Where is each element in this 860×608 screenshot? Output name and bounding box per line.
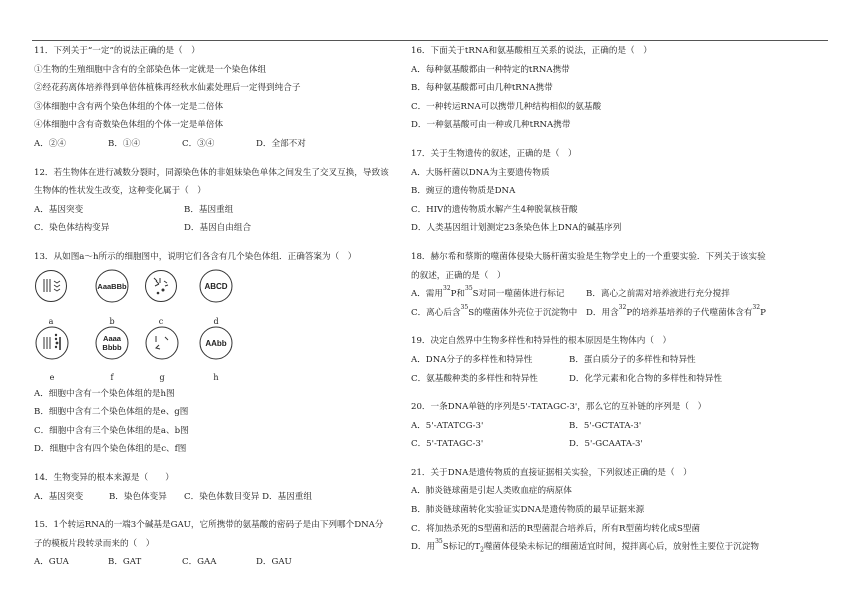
cell-f-drawing xyxy=(92,325,132,365)
cell-b-genotype: AaaBBb xyxy=(97,281,127,291)
question-11-statement-3: ③体细胞中含有两个染色体组的个体一定是二倍体 xyxy=(34,101,224,112)
cell-f xyxy=(92,325,132,383)
question-18-option-d-isotope-1: 32 xyxy=(618,303,627,311)
question-16-stem: 16．下面关于tRNA和氨基酸相互关系的说法，正确的是（ ） xyxy=(411,46,652,56)
question-16-option-a[interactable]: A．每种氨基酸都由一种特定的tRNA携带 xyxy=(411,64,570,75)
cell-b-label: b xyxy=(109,317,115,327)
question-18-option-a-part-1: A．需用 xyxy=(411,289,443,300)
question-17-option-d[interactable]: D．人类基因组计划测定23条染色体上DNA的碱基序列 xyxy=(411,223,622,234)
question-18-option-d-part-3: P xyxy=(760,307,766,318)
page-top-rule xyxy=(32,40,828,41)
question-21-option-d-part-3: 噬菌体侵染未标记的细菌适宜时间，搅拌离心后，放射性主要位于沉淀物 xyxy=(483,542,759,553)
question-21-option-c[interactable]: C．将加热杀死的S型菌和活的R型菌混合培养后，所有R型菌均转化成S型菌 xyxy=(411,523,701,534)
question-15-stem-line-1: 15．1个转运RNA的一端3个碱基是GAU，它所携带的氨基酸的密码子是由下列哪个DNA分 xyxy=(34,520,384,531)
question-11-options xyxy=(34,135,406,154)
question-18-option-c[interactable] xyxy=(411,304,586,323)
question-18-options-row-2 xyxy=(411,304,829,323)
question-17-stem: 17．关于生物遗传的叙述，正确的是（ ） xyxy=(411,148,577,159)
question-15-option-d[interactable]: D．GAU xyxy=(256,557,292,568)
question-18-option-c-isotope: 35 xyxy=(460,303,469,311)
question-11-statement-4: ④体细胞中含有奇数染色体组的个体一定是单倍体 xyxy=(34,120,224,131)
question-18-option-b[interactable]: B．离心之前需对培养液进行充分搅拌 xyxy=(586,289,730,300)
question-15-option-c[interactable]: C．GAA xyxy=(182,557,217,568)
question-19-option-a[interactable]: A．DNA分子的多样性和特异性 xyxy=(411,354,533,365)
question-12-options-row-1 xyxy=(34,201,406,220)
cell-a-label: a xyxy=(48,317,54,327)
question-17-option-b[interactable]: B．豌豆的遗传物质是DNA xyxy=(411,186,516,197)
cell-h xyxy=(196,325,236,383)
question-21-option-d-part-2: S标记的T xyxy=(442,542,481,553)
question-21 xyxy=(411,464,829,561)
question-12-stem-line-2: 生物体的性状发生改变，这种变化属于（ ） xyxy=(34,186,206,197)
cell-g xyxy=(144,325,180,383)
question-18-option-a[interactable] xyxy=(411,285,586,304)
question-12 xyxy=(34,164,406,238)
cell-f-genotype-line-2: Bbbb xyxy=(102,342,122,352)
question-20-stem: 20．一条DNA单链的序列是5'-TATAGC-3'，那么它的互补链的序列是（ ） xyxy=(411,402,707,413)
question-20-option-c[interactable]: C．5'-TATAGC-3' xyxy=(411,439,484,450)
question-17 xyxy=(411,145,829,238)
question-13-stem: 13．从如图a～h所示的细胞图中，说明它们各含有几个染色体组．正确答案为（ ） xyxy=(34,251,357,262)
question-21-option-d-subscript: 2 xyxy=(480,546,484,554)
question-21-option-a[interactable]: A．肺炎链球菌是引起人类败血症的病原体 xyxy=(411,486,572,497)
question-11-option-a[interactable]: A．②④ xyxy=(34,138,66,149)
question-20-option-a[interactable]: A．5'-ATATCG-3' xyxy=(411,420,484,431)
question-15-option-b[interactable]: B．GAT xyxy=(108,557,142,568)
cell-d-drawing xyxy=(196,269,236,309)
question-15-stem-line-2: 子的模板片段转录而来的（ ） xyxy=(34,538,155,549)
cell-g-label: g xyxy=(159,373,165,383)
question-13-option-c[interactable]: C．细胞中含有三个染色体组的是a、b图 xyxy=(34,425,189,436)
question-11-statement-2: ②经花药离体培养得到单倍体植株再经秋水仙素处理后一定得到纯合子 xyxy=(34,83,301,94)
question-19-option-d[interactable]: D．化学元素和化合物的多样性和特异性 xyxy=(569,373,722,384)
question-19-options-row-1 xyxy=(411,351,829,370)
question-20-option-d[interactable]: D．5'-GCAATA-3' xyxy=(569,439,643,450)
cell-a xyxy=(34,269,68,327)
question-18-stem-line-2: 的叙述，正确的是（ ） xyxy=(411,270,506,281)
cell-f-label: f xyxy=(110,373,114,383)
question-18-option-a-isotope-2: 35 xyxy=(465,285,473,293)
question-13 xyxy=(34,248,406,459)
question-19-stem: 19．决定自然界中生物多样性和特异性的根本原因是生物体内（ ） xyxy=(411,336,672,347)
question-19-option-b[interactable]: B．蛋白质分子的多样性和特异性 xyxy=(569,354,696,365)
left-column xyxy=(34,42,406,572)
question-21-option-b[interactable]: B．肺炎链球菌转化实验证实DNA是遗传物质的最早证据来源 xyxy=(411,505,645,516)
question-18-option-d-isotope-2: 32 xyxy=(752,303,761,311)
cell-d-genotype: ABCD xyxy=(204,281,228,291)
question-12-option-d[interactable]: D．基因自由组合 xyxy=(184,223,252,234)
question-17-option-c[interactable]: C．HIV的遗传物质水解产生4种脱氧核苷酸 xyxy=(411,204,578,215)
question-12-option-c[interactable]: C．染色体结构变异 xyxy=(34,223,110,234)
cell-e-label: e xyxy=(49,373,55,383)
question-14 xyxy=(34,469,406,506)
question-14-stem: 14．生物变异的根本来源是（ ） xyxy=(34,472,174,483)
cell-h-genotype: AAbb xyxy=(205,338,227,348)
question-18-option-d-part-1: D．用含 xyxy=(586,307,619,318)
question-21-option-d[interactable] xyxy=(411,538,829,560)
cell-h-label: h xyxy=(213,373,219,383)
cell-f-genotype-line-1: Aaaa xyxy=(103,333,121,343)
cell-diagram-figure xyxy=(34,267,406,385)
question-13-option-a[interactable]: A．细胞中含有一个染色体组的是h图 xyxy=(34,388,175,399)
question-21-option-d-part-1: D．用 xyxy=(411,542,436,553)
question-12-option-b[interactable]: B．基因重组 xyxy=(184,204,234,215)
question-11-option-b[interactable]: B．①④ xyxy=(108,138,141,149)
cell-c xyxy=(144,269,178,327)
question-16-option-c[interactable]: C．一种转运RNA可以携带几种结构相似的氨基酸 xyxy=(411,101,602,112)
question-11-stem: 11．下列关于“一定”的说法正确的是（ ） xyxy=(34,46,200,56)
cell-e xyxy=(34,325,70,383)
question-12-options-row-2 xyxy=(34,219,406,238)
question-17-option-a[interactable]: A．大肠杆菌以DNA为主要遗传物质 xyxy=(411,167,550,178)
question-15 xyxy=(34,516,406,572)
right-column xyxy=(411,42,829,561)
question-13-option-d[interactable]: D．细胞中含有四个染色体组的是c、f图 xyxy=(34,444,187,455)
cell-h-drawing xyxy=(196,325,236,365)
question-18-option-a-isotope-1: 32 xyxy=(443,285,451,293)
question-14-options[interactable]: A．基因突变 B．染色体变异 C．染色体数目变异 D．基因重组 xyxy=(34,491,312,502)
cell-d xyxy=(196,269,236,327)
cell-c-label: c xyxy=(158,317,164,327)
question-20-options-row-1 xyxy=(411,417,829,436)
question-18 xyxy=(411,248,829,322)
question-11-option-c[interactable]: C．③④ xyxy=(182,138,215,149)
question-11-statement-1: ①生物的生殖细胞中含有的全部染色体一定就是一个染色体组 xyxy=(34,64,267,75)
question-15-option-a[interactable]: A．GUA xyxy=(34,557,69,568)
question-11-option-d[interactable]: D．全部不对 xyxy=(256,138,306,149)
question-18-option-a-part-2: P和 xyxy=(450,289,466,300)
question-16-option-d[interactable]: D．一种氨基酸可由一种或几种tRNA携带 xyxy=(411,120,571,131)
cell-a-drawing xyxy=(34,269,68,309)
question-18-option-d-part-2: P的培养基培养的子代噬菌体含有 xyxy=(626,307,753,318)
question-18-option-c-part-1: C．离心后含 xyxy=(411,307,461,318)
cell-g-drawing xyxy=(144,325,180,365)
cell-b xyxy=(92,269,132,327)
question-12-stem-line-1: 12．若生物体在进行减数分裂时，同源染色体的非姐妹染色单体之间发生了交叉互换，导致该 xyxy=(34,167,389,178)
cell-e-drawing xyxy=(34,325,70,365)
question-16 xyxy=(411,42,829,135)
question-18-option-c-part-2: S的噬菌体外壳位于沉淀物中 xyxy=(468,307,578,318)
cell-b-drawing xyxy=(92,269,132,309)
question-19-options-row-2 xyxy=(411,370,829,389)
cell-d-label: d xyxy=(213,317,219,327)
question-19 xyxy=(411,332,829,388)
question-18-stem-line-1: 18．赫尔希和蔡斯的噬菌体侵染大肠杆菌实验是生物学史上的一个重要实验．下列关于该实验 xyxy=(411,251,766,262)
question-20 xyxy=(411,398,829,454)
question-21-option-d-isotope: 35 xyxy=(435,538,443,546)
question-11 xyxy=(34,42,406,154)
question-18-options-row-1 xyxy=(411,285,829,304)
question-15-options xyxy=(34,553,406,572)
question-18-option-a-part-3: S对同一噬菌体进行标记 xyxy=(472,289,565,300)
question-20-option-b[interactable]: B．5'-GCTATA-3' xyxy=(569,420,642,431)
question-20-options-row-2 xyxy=(411,435,829,454)
question-12-option-a[interactable]: A．基因突变 xyxy=(34,204,84,215)
cell-c-drawing xyxy=(144,269,178,309)
question-21-stem: 21．关于DNA是遗传物质的直接证据相关实验，下列叙述正确的是（ ） xyxy=(411,467,692,478)
question-18-option-d[interactable] xyxy=(586,304,766,323)
question-13-option-b[interactable]: B．细胞中含有二个染色体组的是e、g图 xyxy=(34,407,189,418)
question-19-option-c[interactable]: C．氨基酸种类的多样性和特异性 xyxy=(411,373,538,384)
question-16-option-b[interactable]: B．每种氨基酸都可由几种tRNA携带 xyxy=(411,83,553,94)
